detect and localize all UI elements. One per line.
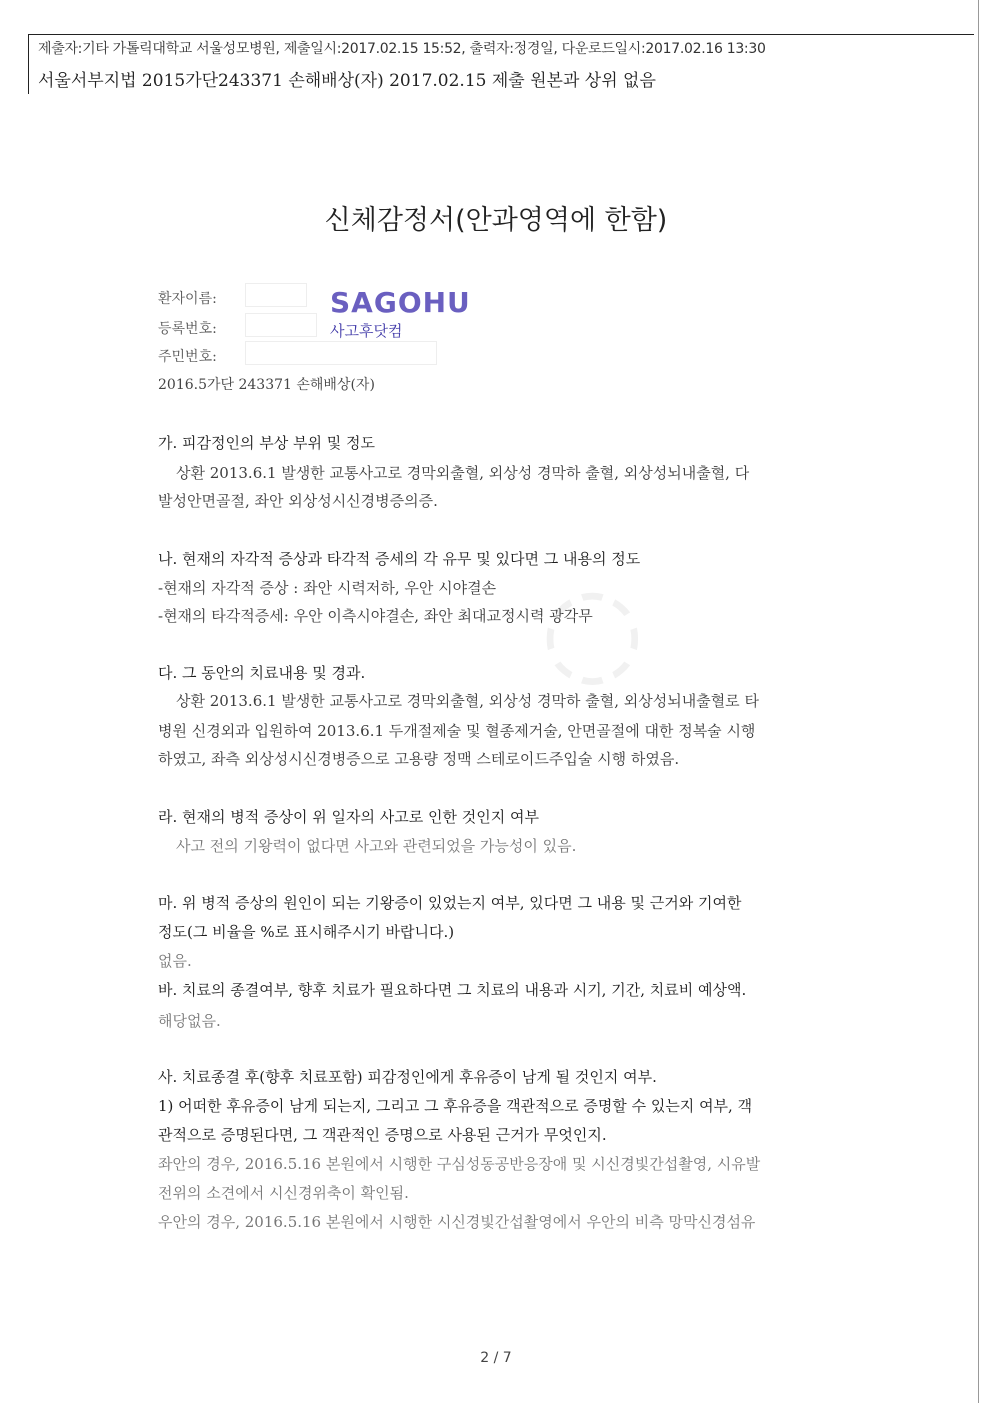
- section-ga-heading: 가. 피감정인의 부상 부위 및 정도: [158, 434, 375, 452]
- section-sa-line: 전위의 소견에서 시신경위축이 확인됨.: [158, 1184, 409, 1202]
- section-ba-line: 해당없음.: [158, 1012, 221, 1030]
- section-da-line: 상환 2013.6.1 발생한 교통사고로 경막외출혈, 외상성 경막하 출혈, 외상성뇌내출혈로 타: [176, 692, 759, 710]
- header-left-rule: [28, 34, 29, 94]
- section-sa-question-cont: 관적으로 증명된다면, 그 객관적인 증명으로 사용된 근거가 무엇인지.: [158, 1126, 607, 1144]
- watermark: ◌: [540, 560, 645, 699]
- section-ga-line: 발성안면골절, 좌안 외상성시신경병증의증.: [158, 492, 438, 510]
- section-sa-line: 우안의 경우, 2016.5.16 본원에서 시행한 시신경빛간섭촬영에서 우안의 비측 망막신경섬유: [158, 1213, 756, 1231]
- section-ra-line: 사고 전의 기왕력이 없다면 사고와 관련되었을 가능성이 있음.: [176, 837, 577, 855]
- patient-name-label: 환자이름:: [158, 291, 217, 307]
- patient-name-redaction: [245, 283, 307, 307]
- submission-info: 제출자:기타 가톨릭대학교 서울성모병원, 제출일시:2017.02.15 15:52, 출력자:정경일, 다운로드일시:2017.02.16 13:30: [38, 41, 766, 57]
- section-sa-question: 1) 어떠한 후유증이 남게 되는지, 그리고 그 후유증을 객관적으로 증명할 수 있는지 여부, 객: [158, 1097, 753, 1115]
- section-da-heading: 다. 그 동안의 치료내용 및 경과.: [158, 664, 366, 682]
- section-na-line: -현재의 타각적증세: 우안 이측시야결손, 좌안 최대교정시력 광각무: [158, 607, 593, 625]
- section-da-line: 하였고, 좌측 외상성시신경병증으로 고용량 정맥 스테로이드주입술 시행 하였음.: [158, 750, 680, 768]
- page-number: 2 / 7: [480, 1350, 512, 1366]
- header-rule: [28, 34, 974, 35]
- resident-number-redaction: [245, 341, 437, 365]
- section-sa-heading: 사. 치료종결 후(향후 치료포함) 피감정인에게 후유증이 남게 될 것인지 여부.: [158, 1068, 657, 1086]
- section-ma-line: 없음.: [158, 952, 192, 970]
- section-ma-heading-cont: 정도(그 비율을 %로 표시해주시기 바랍니다.): [158, 923, 455, 941]
- registration-number-redaction: [245, 313, 317, 337]
- document-title: 신체감정서(안과영역에 한함): [324, 205, 668, 236]
- section-ma-heading: 마. 위 병적 증상의 원인이 되는 기왕증이 있었는지 여부, 있다면 그 내용 및 근거와 기여한: [158, 894, 742, 912]
- sagohu-stamp-text: 사고후닷컴: [330, 322, 403, 340]
- section-ba-heading: 바. 치료의 종결여부, 향후 치료가 필요하다면 그 치료의 내용과 시기, 기간, 치료비 예상액.: [158, 981, 747, 999]
- section-sa-line: 좌안의 경우, 2016.5.16 본원에서 시행한 구심성동공반응장애 및 시신경빛간섭촬영, 시유발: [158, 1155, 761, 1173]
- resident-number-label: 주민번호:: [158, 349, 217, 365]
- sagohu-stamp-logo: SAGOHU: [330, 286, 471, 319]
- registration-number-label: 등록번호:: [158, 321, 217, 337]
- section-ga-line: 상환 2013.6.1 발생한 교통사고로 경막외출혈, 외상성 경막하 출혈, 외상성뇌내출혈, 다: [176, 464, 750, 482]
- section-ra-heading: 라. 현재의 병적 증상이 위 일자의 사고로 인한 것인지 여부: [158, 808, 539, 826]
- section-na-line: -현재의 자각적 증상 : 좌안 시력저하, 우안 시야결손: [158, 579, 497, 597]
- section-da-line: 병원 신경외과 입원하여 2013.6.1 두개절제술 및 혈종제거술, 안면골절에 대한 정복술 시행: [158, 722, 756, 740]
- section-na-heading: 나. 현재의 자각적 증상과 타각적 증세의 각 유무 및 있다면 그 내용의 정도: [158, 550, 641, 568]
- court-case-info: 서울서부지법 2015가단243371 손해배상(자) 2017.02.15 제출 원본과 상위 없음: [38, 71, 656, 91]
- case-number: 2016.5가단 243371 손해배상(자): [158, 377, 375, 393]
